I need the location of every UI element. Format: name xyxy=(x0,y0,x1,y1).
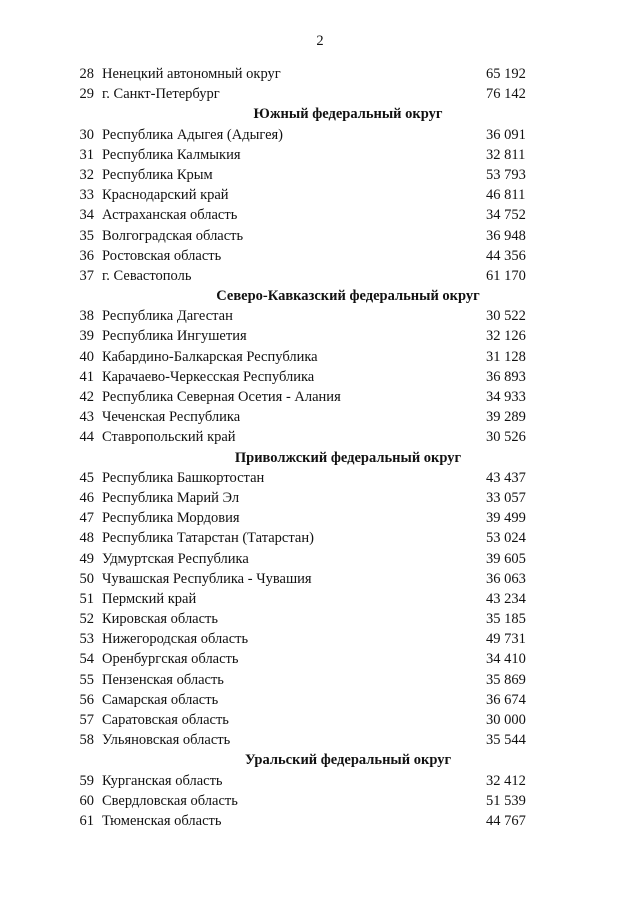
district-heading: Северо-Кавказский федеральный округ xyxy=(216,288,480,305)
region-name: Республика Дагестан xyxy=(102,308,233,325)
district-heading: Уральский федеральный округ xyxy=(244,752,452,769)
table-row xyxy=(0,326,640,346)
table-row xyxy=(0,629,640,649)
table-row xyxy=(0,185,640,205)
region-value: 65 192 xyxy=(486,66,526,82)
region-name: Республика Мордовия xyxy=(102,510,240,527)
region-name: Ненецкий автономный округ xyxy=(102,66,281,82)
table-row xyxy=(0,468,640,488)
region-name: Республика Ингушетия xyxy=(102,328,247,345)
table-row xyxy=(0,64,640,84)
region-name: Самарская область xyxy=(102,691,219,708)
table-section xyxy=(0,286,640,448)
row-number: 56 xyxy=(79,691,94,708)
table-row xyxy=(0,609,640,629)
table-section xyxy=(0,64,640,104)
row-number: 49 xyxy=(79,550,94,567)
row-number: 42 xyxy=(79,389,94,405)
region-value: 30 526 xyxy=(486,429,526,446)
region-value: 39 289 xyxy=(486,409,526,426)
region-value: 36 674 xyxy=(486,691,526,708)
row-number: 40 xyxy=(79,348,94,365)
region-value: 32 126 xyxy=(486,328,526,345)
row-number: 50 xyxy=(79,570,94,587)
region-value: 43 437 xyxy=(486,469,526,486)
row-number: 43 xyxy=(79,409,94,426)
region-table xyxy=(0,64,640,831)
region-value: 35 185 xyxy=(486,611,526,628)
region-name: Республика Калмыкия xyxy=(102,146,241,163)
row-number: 28 xyxy=(79,66,94,82)
table-row xyxy=(0,791,640,811)
table-row xyxy=(0,165,640,185)
table-section xyxy=(0,104,640,286)
region-name: Ростовская область xyxy=(102,247,222,264)
region-name: Ставропольский край xyxy=(102,429,236,446)
page-number: 2 xyxy=(316,33,324,49)
row-number: 31 xyxy=(79,146,94,163)
region-value: 34 410 xyxy=(486,651,526,668)
region-value: 30 000 xyxy=(486,712,526,728)
region-name: Нижегородская область xyxy=(102,631,249,648)
region-value: 39 605 xyxy=(486,550,526,567)
table-row xyxy=(0,246,640,266)
row-number: 37 xyxy=(79,267,94,284)
row-number: 35 xyxy=(79,227,94,244)
region-value: 32 412 xyxy=(486,772,526,789)
region-name: Республика Татарстан (Татарстан) xyxy=(102,530,314,547)
table-row xyxy=(0,670,640,690)
region-value: 36 893 xyxy=(486,368,526,385)
table-row xyxy=(0,387,640,407)
row-number: 52 xyxy=(79,611,94,628)
table-row xyxy=(0,145,640,165)
region-value: 31 128 xyxy=(486,348,526,365)
row-number: 30 xyxy=(79,126,94,143)
row-number: 60 xyxy=(79,792,94,809)
region-name: Ульяновская область xyxy=(102,732,231,749)
region-name: Оренбургская область xyxy=(102,651,239,668)
row-number: 55 xyxy=(79,671,94,688)
table-section xyxy=(0,750,640,831)
row-number: 38 xyxy=(79,308,94,325)
region-name: Пермский край xyxy=(102,590,197,607)
row-number: 48 xyxy=(79,530,94,547)
table-row xyxy=(0,549,640,569)
region-name: Чувашская Республика - Чувашия xyxy=(102,570,312,587)
table-section xyxy=(0,448,640,751)
table-row xyxy=(0,508,640,528)
region-value: 39 499 xyxy=(486,510,526,527)
region-value: 44 356 xyxy=(486,247,526,264)
row-number: 46 xyxy=(79,489,94,506)
row-number: 32 xyxy=(79,166,94,183)
table-row xyxy=(0,811,640,831)
table-row xyxy=(0,266,640,286)
table-row xyxy=(0,347,640,367)
table-row xyxy=(0,730,640,750)
table-row xyxy=(0,649,640,669)
table-row xyxy=(0,488,640,508)
region-name: Республика Северная Осетия - Алания xyxy=(102,389,341,405)
region-name: г. Санкт-Петербург xyxy=(102,86,220,103)
table-row xyxy=(0,589,640,609)
region-value: 33 057 xyxy=(486,489,526,506)
region-value: 76 142 xyxy=(486,86,526,103)
table-row xyxy=(0,306,640,326)
region-name: Саратовская область xyxy=(102,712,229,728)
row-number: 44 xyxy=(79,429,94,446)
row-number: 57 xyxy=(79,712,94,728)
table-row xyxy=(0,205,640,225)
region-name: Карачаево-Черкесская Республика xyxy=(102,368,315,385)
row-number: 29 xyxy=(79,86,94,103)
region-name: Пензенская область xyxy=(102,671,224,688)
row-number: 59 xyxy=(79,772,94,789)
region-value: 53 024 xyxy=(486,530,526,547)
region-value: 34 933 xyxy=(486,389,526,405)
region-name: Удмуртская Республика xyxy=(102,550,249,567)
district-heading: Приволжский федеральный округ xyxy=(234,449,462,466)
region-name: Кировская область xyxy=(102,611,219,628)
row-number: 51 xyxy=(79,590,94,607)
region-value: 51 539 xyxy=(486,792,526,809)
region-name: Республика Башкортостан xyxy=(102,469,265,486)
region-name: Волгоградская область xyxy=(102,227,244,244)
region-name: Республика Крым xyxy=(102,166,213,183)
region-name: Республика Марий Эл xyxy=(102,489,240,506)
region-name: Курганская область xyxy=(102,772,223,789)
region-value: 61 170 xyxy=(486,267,526,284)
region-name: г. Севастополь xyxy=(102,267,192,284)
table-row xyxy=(0,226,640,246)
table-row xyxy=(0,367,640,387)
region-name: Краснодарский край xyxy=(102,187,229,204)
table-row xyxy=(0,690,640,710)
row-number: 34 xyxy=(79,207,94,224)
region-name: Астраханская область xyxy=(102,207,238,224)
region-value: 36 948 xyxy=(486,227,526,244)
table-row xyxy=(0,427,640,447)
row-number: 39 xyxy=(79,328,94,345)
region-value: 36 063 xyxy=(486,570,526,587)
region-value: 30 522 xyxy=(486,308,526,325)
region-value: 35 544 xyxy=(486,732,526,749)
row-number: 41 xyxy=(79,368,94,385)
region-name: Кабардино-Балкарская Республика xyxy=(102,348,318,365)
region-value: 49 731 xyxy=(486,631,526,648)
table-row xyxy=(0,125,640,145)
region-value: 43 234 xyxy=(486,590,526,607)
region-name: Тюменская область xyxy=(102,812,222,829)
region-value: 53 793 xyxy=(486,166,526,183)
row-number: 58 xyxy=(79,732,94,749)
row-number: 61 xyxy=(79,812,94,829)
table-row xyxy=(0,771,640,791)
row-number: 36 xyxy=(79,247,94,264)
region-name: Чеченская Республика xyxy=(102,409,241,426)
table-row xyxy=(0,528,640,548)
row-number: 47 xyxy=(79,510,94,527)
region-value: 34 752 xyxy=(486,207,526,224)
table-row xyxy=(0,407,640,427)
region-value: 44 767 xyxy=(486,812,526,829)
region-name: Свердловская область xyxy=(102,792,238,809)
region-value: 32 811 xyxy=(486,146,526,163)
region-value: 46 811 xyxy=(486,187,526,204)
row-number: 53 xyxy=(79,631,94,648)
region-value: 36 091 xyxy=(486,126,526,143)
district-heading: Южный федеральный округ xyxy=(253,106,443,123)
table-row xyxy=(0,84,640,104)
region-name: Республика Адыгея (Адыгея) xyxy=(102,126,284,143)
row-number: 54 xyxy=(79,651,94,668)
region-value: 35 869 xyxy=(486,671,526,688)
row-number: 45 xyxy=(79,469,94,486)
table-row xyxy=(0,710,640,730)
row-number: 33 xyxy=(79,187,94,204)
table-row xyxy=(0,569,640,589)
